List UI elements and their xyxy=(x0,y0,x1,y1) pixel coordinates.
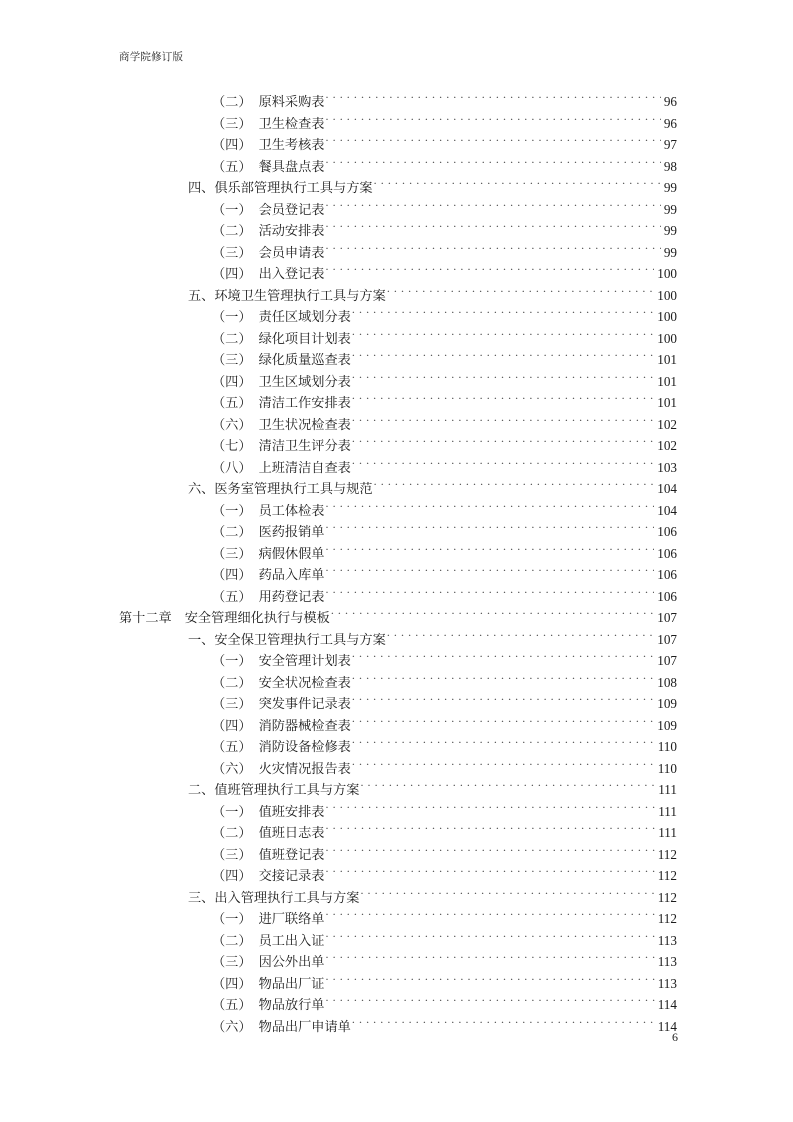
toc-entry-page-number: 96 xyxy=(663,115,677,131)
toc-leader-dots xyxy=(326,910,655,923)
toc-entry-title: 员工体检表 xyxy=(258,502,325,518)
toc-entry-title: 物品出厂证 xyxy=(258,975,325,991)
toc-entry-number: （五） xyxy=(212,395,252,410)
toc-leader-dots xyxy=(326,867,655,880)
toc-entry-number: （六） xyxy=(212,416,252,432)
toc-leader-dots xyxy=(326,523,655,536)
toc-leader-dots xyxy=(326,566,655,579)
toc-leader-dots xyxy=(326,544,655,557)
toc-entry-page-number: 100 xyxy=(657,266,677,281)
toc-entry[interactable] xyxy=(119,91,677,113)
toc-leader-dots xyxy=(326,93,661,106)
toc-entry-number: （二） xyxy=(212,524,252,539)
toc-leader-dots xyxy=(326,114,661,127)
toc-entry[interactable] xyxy=(119,607,677,629)
toc-entry-page-number: 101 xyxy=(657,373,677,389)
toc-entry-number: （三） xyxy=(212,846,252,862)
toc-entry[interactable] xyxy=(119,736,677,758)
toc-entry-title: 用药登记表 xyxy=(258,588,325,604)
toc-leader-dots xyxy=(352,673,654,686)
toc-entry-title: 二、值班管理执行工具与方案 xyxy=(188,782,360,797)
toc-entry-number: （二） xyxy=(212,674,252,690)
toc-entry-page-number: 100 xyxy=(657,309,677,324)
toc-entry[interactable] xyxy=(119,887,677,909)
toc-entry-page-number: 110 xyxy=(657,739,677,754)
toc-leader-dots xyxy=(326,200,661,213)
toc-entry-title: 物品放行单 xyxy=(258,997,325,1012)
toc-leader-dots xyxy=(326,974,655,987)
toc-entry[interactable] xyxy=(119,715,677,737)
toc-leader-dots xyxy=(326,587,655,600)
toc-leader-dots xyxy=(352,458,654,471)
toc-entry[interactable] xyxy=(119,500,677,522)
toc-entry-number: （二） xyxy=(212,223,252,238)
running-header: 商学院修订版 xyxy=(119,52,184,63)
toc-entry-number: （二） xyxy=(212,330,252,346)
toc-entry-number: （一） xyxy=(212,911,252,926)
toc-entry[interactable] xyxy=(119,285,677,307)
page-folio: 6 xyxy=(672,1030,678,1044)
toc-entry[interactable] xyxy=(119,779,677,801)
toc-entry-number: （一） xyxy=(212,309,252,324)
toc-entry-page-number: 99 xyxy=(663,201,677,217)
toc-entry-page-number: 113 xyxy=(657,975,677,991)
toc-entry-title: 会员申请表 xyxy=(258,244,325,260)
toc-entry-page-number: 101 xyxy=(657,395,677,410)
toc-entry-page-number: 104 xyxy=(657,502,677,518)
toc-leader-dots xyxy=(352,695,654,708)
toc-entry-number: （六） xyxy=(212,1018,252,1034)
toc-entry-page-number: 106 xyxy=(657,588,677,604)
toc-entry-number: （五） xyxy=(212,158,252,174)
toc-entry[interactable] xyxy=(119,242,677,264)
toc-entry[interactable] xyxy=(119,543,677,565)
toc-entry[interactable] xyxy=(119,650,677,672)
toc-entry-title: 六、医务室管理执行工具与规范 xyxy=(188,481,373,496)
toc-leader-dots xyxy=(352,738,655,751)
toc-entry-title: 因公外出单 xyxy=(258,954,325,969)
toc-entry-title: 交接记录表 xyxy=(258,868,325,883)
toc-entry-title: 卫生检查表 xyxy=(258,115,325,131)
toc-entry-number: （四） xyxy=(212,868,252,883)
toc-entry[interactable] xyxy=(119,220,677,242)
toc-entry-title: 消防器械检查表 xyxy=(258,717,351,733)
toc-entry-page-number: 109 xyxy=(657,696,677,711)
toc-entry-number: （四） xyxy=(212,567,252,582)
toc-entry-page-number: 99 xyxy=(663,244,677,260)
toc-leader-dots xyxy=(326,824,656,837)
toc-entry-number: （三） xyxy=(212,696,252,711)
toc-entry[interactable] xyxy=(119,392,677,414)
toc-entry[interactable] xyxy=(119,199,677,221)
toc-entry-title: 卫生状况检查表 xyxy=(258,416,351,432)
toc-entry[interactable] xyxy=(119,371,677,393)
toc-entry[interactable] xyxy=(119,973,677,995)
toc-entry-page-number: 111 xyxy=(658,782,677,797)
toc-entry-title: 责任区域划分表 xyxy=(258,309,351,324)
toc-entry-number: （二） xyxy=(212,825,252,840)
toc-entry[interactable] xyxy=(119,156,677,178)
table-of-contents xyxy=(119,91,677,1037)
toc-entry-title: 绿化质量巡查表 xyxy=(258,352,351,367)
toc-entry-page-number: 102 xyxy=(657,416,677,432)
toc-entry-page-number: 112 xyxy=(657,911,677,926)
toc-entry-title: 绿化项目计划表 xyxy=(258,330,351,346)
toc-entry-title: 突发事件记录表 xyxy=(258,696,351,711)
toc-entry-page-number: 113 xyxy=(657,932,677,948)
toc-entry-page-number: 104 xyxy=(657,481,677,496)
toc-leader-dots xyxy=(360,781,655,794)
toc-entry-page-number: 114 xyxy=(657,1018,677,1034)
toc-leader-dots xyxy=(374,480,655,493)
toc-entry-title: 值班日志表 xyxy=(258,825,325,840)
toc-entry-number: （四） xyxy=(212,373,252,389)
toc-entry-page-number: 107 xyxy=(657,653,677,668)
toc-entry-number: （五） xyxy=(212,588,252,604)
toc-entry-title: 安全管理计划表 xyxy=(258,653,351,668)
toc-entry[interactable] xyxy=(119,908,677,930)
toc-entry-title: 医药报销单 xyxy=(258,524,325,539)
toc-entry[interactable] xyxy=(119,693,677,715)
toc-entry[interactable] xyxy=(119,134,677,156)
toc-entry-number: （七） xyxy=(212,438,252,453)
toc-entry-title: 原料采购表 xyxy=(258,94,325,109)
toc-entry-title: 活动安排表 xyxy=(258,223,325,238)
toc-leader-dots xyxy=(326,265,655,278)
toc-entry-title: 出入登记表 xyxy=(258,266,325,281)
toc-leader-dots xyxy=(326,136,661,149)
toc-entry[interactable] xyxy=(119,930,677,952)
toc-leader-dots xyxy=(352,1017,655,1030)
toc-entry[interactable] xyxy=(119,414,677,436)
toc-leader-dots xyxy=(326,845,655,858)
toc-entry-number: （三） xyxy=(212,954,252,969)
toc-leader-dots xyxy=(352,351,654,364)
toc-entry-page-number: 106 xyxy=(657,524,677,539)
toc-entry[interactable] xyxy=(119,844,677,866)
toc-entry-title: 清洁卫生评分表 xyxy=(258,438,351,453)
toc-entry[interactable] xyxy=(119,951,677,973)
toc-entry[interactable] xyxy=(119,994,677,1016)
toc-entry-page-number: 111 xyxy=(658,825,677,840)
toc-entry-page-number: 110 xyxy=(657,760,677,776)
toc-entry-number: （三） xyxy=(212,115,252,131)
toc-entry[interactable] xyxy=(119,801,677,823)
toc-leader-dots xyxy=(326,996,655,1009)
toc-entry-number: （四） xyxy=(212,975,252,991)
toc-entry[interactable] xyxy=(119,564,677,586)
toc-entry-number: （一） xyxy=(212,653,252,668)
toc-entry-page-number: 107 xyxy=(657,631,677,647)
toc-entry-title: 清洁工作安排表 xyxy=(258,395,351,410)
toc-leader-dots xyxy=(352,329,654,342)
toc-entry-number: （四） xyxy=(212,137,252,152)
toc-entry-title: 三、出入管理执行工具与方案 xyxy=(188,889,360,905)
toc-leader-dots xyxy=(326,243,661,256)
toc-entry[interactable] xyxy=(119,758,677,780)
toc-entry[interactable] xyxy=(119,306,677,328)
toc-entry-number: （八） xyxy=(212,459,252,475)
toc-entry-title: 卫生考核表 xyxy=(258,137,325,152)
toc-entry-page-number: 103 xyxy=(657,459,677,475)
toc-leader-dots xyxy=(387,286,654,299)
toc-entry-title: 消防设备检修表 xyxy=(258,739,351,754)
toc-leader-dots xyxy=(331,609,654,622)
toc-entry-number: （三） xyxy=(212,352,252,367)
toc-entry[interactable] xyxy=(119,586,677,608)
toc-leader-dots xyxy=(374,179,661,192)
toc-entry-number: （五） xyxy=(212,739,252,754)
toc-entry-title: 安全管理细化执行与模板 xyxy=(184,610,330,625)
toc-leader-dots xyxy=(326,501,655,514)
toc-entry-title: 会员登记表 xyxy=(258,201,325,217)
toc-entry-number: （六） xyxy=(212,760,252,776)
toc-leader-dots xyxy=(360,888,654,901)
toc-entry-number: （五） xyxy=(212,997,252,1012)
toc-entry-number: （三） xyxy=(212,244,252,260)
toc-entry-title: 员工出入证 xyxy=(258,932,325,948)
toc-entry-title: 值班安排表 xyxy=(258,803,325,819)
toc-entry-number: （四） xyxy=(212,717,252,733)
toc-leader-dots xyxy=(387,630,654,643)
toc-entry-page-number: 100 xyxy=(657,287,677,303)
toc-entry-page-number: 111 xyxy=(658,803,677,819)
toc-entry-page-number: 99 xyxy=(663,180,677,195)
toc-entry-title: 四、俱乐部管理执行工具与方案 xyxy=(188,180,373,195)
toc-leader-dots xyxy=(352,372,654,385)
toc-entry-page-number: 107 xyxy=(657,610,677,625)
toc-entry-page-number: 106 xyxy=(657,545,677,561)
toc-entry-number: （一） xyxy=(212,201,252,217)
toc-entry-title: 卫生区域划分表 xyxy=(258,373,351,389)
toc-entry[interactable] xyxy=(119,263,677,285)
toc-entry-page-number: 96 xyxy=(663,94,677,109)
toc-entry[interactable] xyxy=(119,865,677,887)
toc-entry-page-number: 113 xyxy=(657,954,677,969)
toc-entry[interactable] xyxy=(119,113,677,135)
toc-leader-dots xyxy=(326,953,655,966)
toc-entry-page-number: 98 xyxy=(663,158,677,174)
toc-entry-page-number: 100 xyxy=(657,330,677,346)
toc-entry-title: 一、安全保卫管理执行工具与方案 xyxy=(188,631,386,647)
toc-entry-number: （三） xyxy=(212,545,252,561)
toc-entry[interactable] xyxy=(119,521,677,543)
toc-entry-title: 病假休假单 xyxy=(258,545,325,561)
toc-entry-page-number: 101 xyxy=(657,352,677,367)
toc-entry[interactable] xyxy=(119,177,677,199)
toc-leader-dots xyxy=(326,931,655,944)
toc-entry-page-number: 112 xyxy=(657,889,677,905)
toc-leader-dots xyxy=(352,716,654,729)
toc-entry-number: 第十二章 xyxy=(119,610,172,625)
toc-leader-dots xyxy=(352,437,654,450)
toc-entry-page-number: 97 xyxy=(663,137,677,152)
toc-leader-dots xyxy=(352,394,654,407)
toc-entry[interactable] xyxy=(119,822,677,844)
toc-entry-page-number: 109 xyxy=(657,717,677,733)
toc-entry[interactable] xyxy=(119,629,677,651)
toc-entry[interactable] xyxy=(119,672,677,694)
toc-entry-number: （四） xyxy=(212,266,252,281)
toc-entry-page-number: 106 xyxy=(657,567,677,582)
toc-entry-number: （二） xyxy=(212,94,252,109)
toc-leader-dots xyxy=(326,802,656,815)
toc-entry[interactable] xyxy=(119,1016,677,1038)
toc-entry-title: 值班登记表 xyxy=(258,846,325,862)
toc-entry-title: 餐具盘点表 xyxy=(258,158,325,174)
toc-entry-page-number: 112 xyxy=(657,846,677,862)
toc-entry-page-number: 102 xyxy=(657,438,677,453)
toc-entry-title: 药品入库单 xyxy=(258,567,325,582)
toc-entry-page-number: 112 xyxy=(657,868,677,883)
toc-entry-page-number: 108 xyxy=(657,674,677,690)
toc-entry-number: （二） xyxy=(212,932,252,948)
toc-entry-title: 安全状况检查表 xyxy=(258,674,351,690)
toc-entry-page-number: 114 xyxy=(657,997,677,1012)
toc-entry-title: 五、环境卫生管理执行工具与方案 xyxy=(188,287,386,303)
toc-entry-title: 上班清洁自查表 xyxy=(258,459,351,475)
toc-entry-title: 火灾情况报告表 xyxy=(258,760,351,776)
toc-entry-page-number: 99 xyxy=(663,223,677,238)
toc-entry-number: （一） xyxy=(212,803,252,819)
toc-leader-dots xyxy=(326,222,661,235)
toc-entry[interactable] xyxy=(119,478,677,500)
toc-entry[interactable] xyxy=(119,435,677,457)
toc-leader-dots xyxy=(326,157,661,170)
toc-leader-dots xyxy=(352,652,654,665)
toc-leader-dots xyxy=(352,759,655,772)
toc-entry[interactable] xyxy=(119,457,677,479)
toc-entry[interactable] xyxy=(119,328,677,350)
toc-entry-title: 进厂联络单 xyxy=(258,911,325,926)
toc-entry-title: 物品出厂申请单 xyxy=(258,1018,351,1034)
toc-entry[interactable] xyxy=(119,349,677,371)
toc-leader-dots xyxy=(352,415,654,428)
toc-leader-dots xyxy=(352,308,654,321)
toc-entry-number: （一） xyxy=(212,502,252,518)
